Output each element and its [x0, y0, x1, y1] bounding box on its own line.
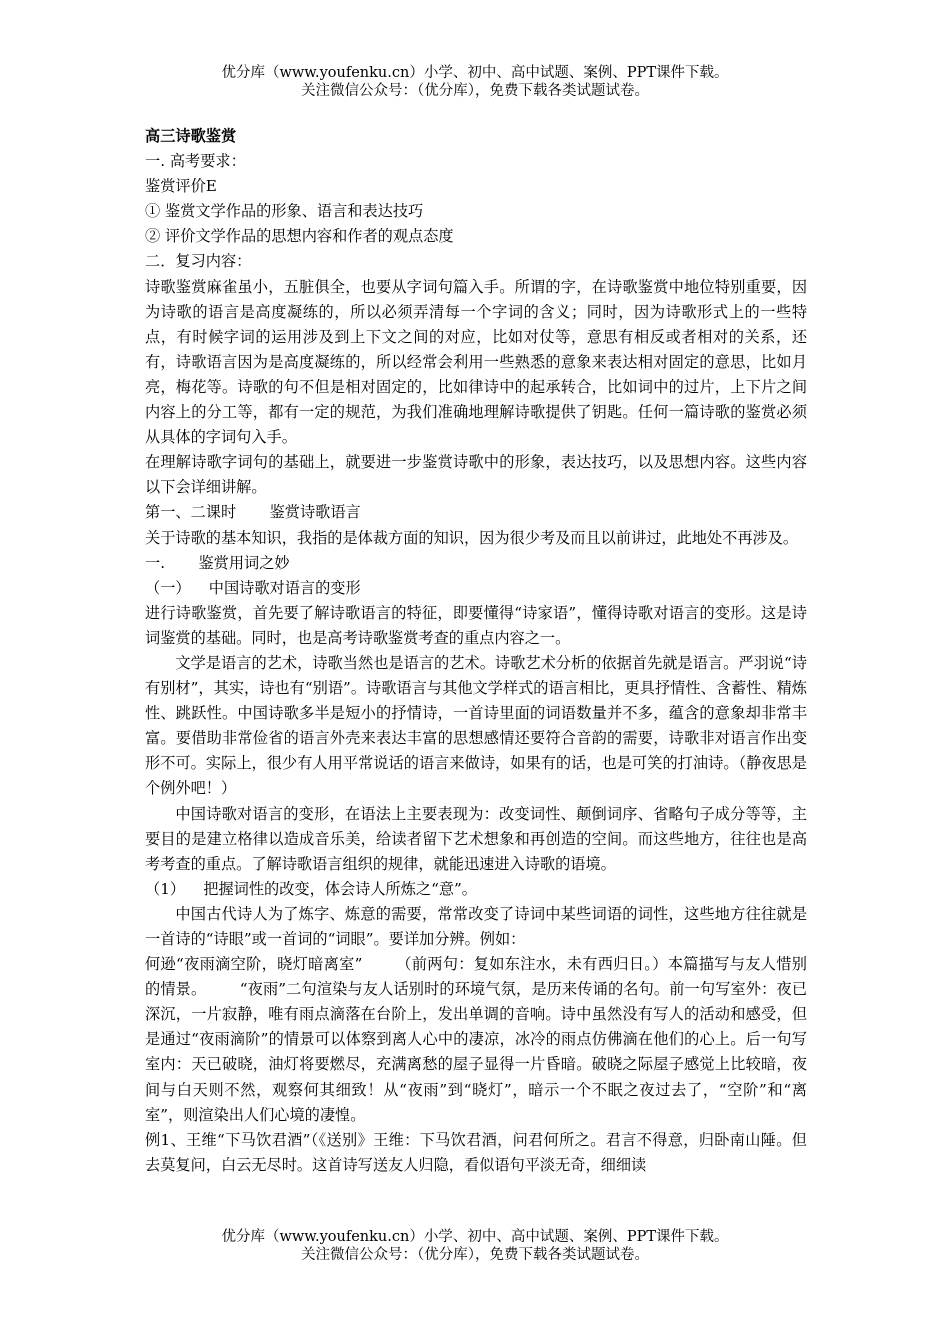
- lesson-label: 第一、二课时: [145, 503, 237, 522]
- paragraph-basic-knowledge: 关于诗歌的基本知识，我指的是体裁方面的知识，因为很少考及而且以前讲过，此地处不再涉及。: [145, 528, 799, 547]
- paragraph-example-1: 例1、王维“下马饮君酒”（《送别》王维：下马饮君酒，问君何所之。君言不得意，归卧南山陲。但去莫复问，白云无尽时。这首诗写送友人归隐，看似语句平淡无奇，细细读: [145, 1130, 807, 1174]
- section-1-heading: [145, 551, 807, 576]
- hexun-context: （前两句：复如东注水，未有西归日。）本篇描写与友人惜别的情景。: [145, 955, 807, 999]
- footer-line-1: 优分库（www.youfenku.cn）小学、初中、高中试题、案例、PPT课件下载。: [221, 1229, 729, 1245]
- section-1-title: 鉴赏用词之妙: [198, 553, 290, 572]
- paragraph-deformation-forms: 中国诗歌对语言的变形，在语法上主要表现为：改变词性、颠倒词序、省略句子成分等等，主要目的是建立格律以造成音乐美，给读者留下艺术想象和再创造的空间。而这些地方，往往也是高考考查的重点。了解诗歌语言组织的规律，就能迅速进入诗歌的语境。: [145, 804, 807, 873]
- hexun-quote: 何逊“夜雨滴空阶，晓灯暗离室”: [145, 955, 363, 974]
- subsection-1-title: 中国诗歌对语言的变形: [208, 578, 361, 597]
- paragraph-deformation: 进行诗歌鉴赏，首先要了解诗歌语言的特征，即要懂得“诗家语”，懂得诗歌对语言的变形。这是诗词鉴赏的基础。同时，也是高考诗歌鉴赏考查的重点内容之一。: [145, 603, 807, 647]
- lesson-heading: [145, 500, 807, 525]
- requirements-level: 鉴赏评价E: [145, 177, 217, 196]
- point-1-heading: [145, 877, 807, 902]
- header-line-2: 关注微信公众号：（优分库），免费下载各类试题试卷。: [301, 83, 649, 99]
- paragraph-art-of-language: 文学是语言的艺术，诗歌当然也是语言的艺术。诗歌艺术分析的依据首先就是语言。严羽说“诗有别材”，其实，诗也有“别语”。诗歌语言与其他文学样式的语言相比，更具抒情性、含蓄性、精炼性、跳跃性。中国诗歌多半是短小的抒情诗，一首诗里面的词语数量并不多，蕴含的意象却非常丰富。要借助非常俭省的语言外壳来表达丰富的思想感情还要符合音韵的需要，诗歌非对语言作出变形不可。实际上，很少有人用平常说话的语言来做诗，如果有的话，也是可笑的打油诗。（静夜思是个例外吧！）: [145, 653, 807, 798]
- lesson-title: 鉴赏诗歌语言: [269, 503, 361, 522]
- paragraph-basis: 在理解诗歌字词句的基础上，就要进一步鉴赏诗歌中的形象，表达技巧，以及思想内容。这些内容以下会详细讲解。: [145, 453, 807, 497]
- page-header: [0, 64, 950, 100]
- review-heading: 二．复习内容：: [145, 252, 252, 271]
- requirement-item-2: ② 评价文学作品的思想内容和作者的观点态度: [145, 227, 454, 246]
- requirement-item-1: ① 鉴赏文学作品的形象、语言和表达技巧: [145, 202, 424, 221]
- hexun-analysis: “夜雨”二句渲染与友人话别时的环境气氛，是历来传诵的名句。前一句写室外：夜已深沉，一片寂静，唯有雨点滴落在台阶上，发出单调的音响。诗中虽然没有写人的活动和感受，但是通过“夜雨滴阶”的情景可以体察到离人心中的凄凉，冰冷的雨点仿佛滴在他们的心上。后一句写室内：天已破晓，油灯将要燃尽，充满离愁的屋子显得一片昏暗。破晓之际屋子感觉上比较暗，夜间与白天则不然，观察何其细致！从“夜雨”到“晓灯”，暗示一个不眠之夜过去了，“空阶”和“离室”，则渲染出人们心境的凄惶。: [145, 980, 808, 1124]
- footer-line-2: 关注微信公众号：（优分库），免费下载各类试题试卷。: [301, 1247, 649, 1263]
- point-1-title: 把握词性的改变，体会诗人所炼之“意”。: [203, 879, 477, 898]
- document-title: 高三诗歌鉴赏: [145, 127, 237, 145]
- subsection-1-number: （一）: [145, 578, 191, 597]
- subsection-1-heading: [145, 576, 807, 601]
- paragraph-hexun-example: [145, 952, 807, 1128]
- point-1-number: （1）: [145, 879, 186, 898]
- paragraph-ancient-poets: 中国古代诗人为了炼字、炼意的需要，常常改变了诗词中某些词语的词性，这些地方往往就是一首诗的“诗眼”或一首词的“词眼”。要详加分辨。例如：: [145, 904, 807, 948]
- paragraph-intro: 诗歌鉴赏麻雀虽小，五脏俱全，也要从字词句篇入手。所谓的字，在诗歌鉴赏中地位特别重要，因为诗歌的语言是高度凝练的，所以必须弄清每一个字词的含义；同时，因为诗歌形式上的一些特点，有时候字词的运用涉及到上下文之间的对应，比如对仗等，意思有相反或者相对的关系，还有，诗歌语言因为是高度凝练的，所以经常会利用一些熟悉的意象来表达相对固定的意思，比如月亮，梅花等。诗歌的句不但是相对固定的，比如律诗中的起承转合，比如词中的过片，上下片之间内容上的分工等，都有一定的规范，为我们准确地理解诗歌提供了钥匙。任何一篇诗歌的鉴赏必须从具体的字词句入手。: [145, 277, 807, 447]
- requirements-heading: 一. 高考要求：: [145, 152, 246, 171]
- document-body: [145, 124, 807, 1178]
- header-line-1: 优分库（www.youfenku.cn）小学、初中、高中试题、案例、PPT课件下载。: [221, 65, 729, 81]
- page-footer: [0, 1228, 950, 1264]
- section-1-number: 一.: [145, 553, 166, 572]
